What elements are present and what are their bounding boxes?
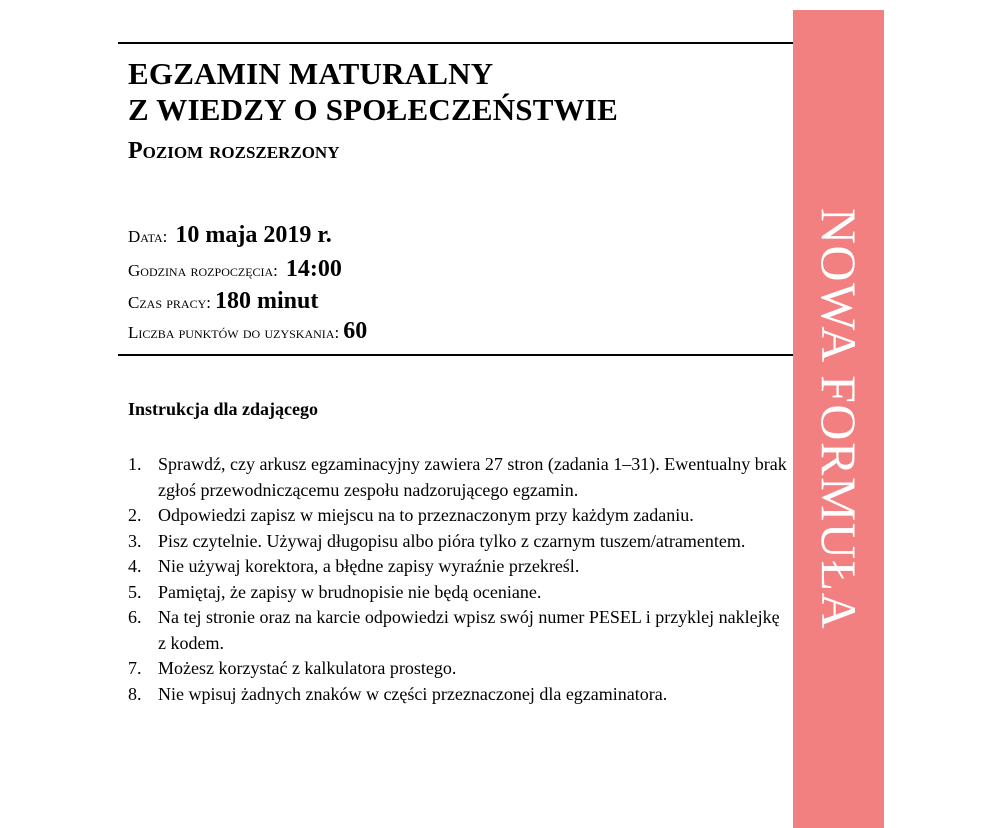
list-item [128, 452, 788, 503]
title-line-1: EGZAMIN MATURALNY [128, 56, 494, 91]
list-item [128, 656, 788, 682]
exam-start-time [128, 256, 342, 283]
list-item-number: 5. [128, 581, 142, 602]
list-item-text: Możesz korzystać z kalkulatora prostego. [158, 658, 457, 678]
exam-date [128, 222, 332, 249]
exam-title [128, 56, 618, 128]
date-value: 10 maja 2019 r. [175, 222, 332, 248]
duration-value: 180 minut [215, 288, 319, 314]
list-item-number: 4. [128, 556, 142, 576]
list-item-text: Nie używaj korektora, a błędne zapisy wyraźnie przekreśl. [158, 556, 580, 576]
new-formula-band [793, 10, 884, 828]
title-line-2: Z WIEDZY O SPOŁECZEŃSTWIE [128, 92, 618, 127]
list-item-number: 7. [128, 658, 142, 678]
list-item-text: Pisz czytelnie. Używaj długopisu albo pióra tylko z czarnym tuszem/atramentem. [158, 530, 746, 551]
list-item-number: 2. [128, 505, 142, 525]
list-item-text: Nie wpisuj żadnych znaków w części przeznaczonej dla egzaminatora. [158, 683, 668, 704]
top-rule [118, 42, 794, 44]
instructions-heading: Instrukcja dla zdającego [128, 399, 318, 419]
list-item-number: 8. [128, 683, 142, 704]
middle-rule [118, 354, 794, 356]
list-item [128, 580, 788, 606]
list-item [128, 605, 788, 656]
points-label: Liczba punktów do uzyskania: [128, 323, 340, 342]
list-item-text: Odpowiedzi zapisz w miejscu na to przeznaczonym przy każdym zadaniu. [158, 505, 694, 525]
list-item [128, 503, 788, 529]
points-value: 60 [343, 318, 368, 344]
instructions-list [128, 452, 788, 707]
start-time-label: Godzina rozpoczęcia: [128, 261, 278, 280]
list-item-text: Sprawdź, czy arkusz egzaminacyjny zawiera 27 stron (zadania 1–31). Ewentualny brak zgłoś przewodniczącemu zespołu nadzorującego egzamin. [158, 454, 787, 500]
list-item-number: 3. [128, 530, 142, 551]
list-item [128, 529, 788, 555]
list-item-number: 1. [128, 454, 142, 474]
exam-points [128, 318, 367, 345]
new-formula-label: NOWA FORMUŁA [810, 207, 867, 631]
list-item [128, 682, 788, 708]
duration-label: Czas pracy: [128, 293, 211, 312]
list-item-text: Pamiętaj, że zapisy w brudnopisie nie będą oceniane. [158, 581, 542, 602]
list-item-number: 6. [128, 607, 142, 627]
date-label: Data: [128, 227, 168, 246]
list-item-text: Na tej stronie oraz na karcie odpowiedzi wpisz swój numer PESEL i przyklej naklejkę z kodem. [158, 607, 780, 653]
list-item [128, 554, 788, 580]
exam-duration [128, 288, 318, 315]
exam-level: Poziom rozszerzony [128, 138, 340, 164]
start-time-value: 14:00 [285, 256, 342, 282]
